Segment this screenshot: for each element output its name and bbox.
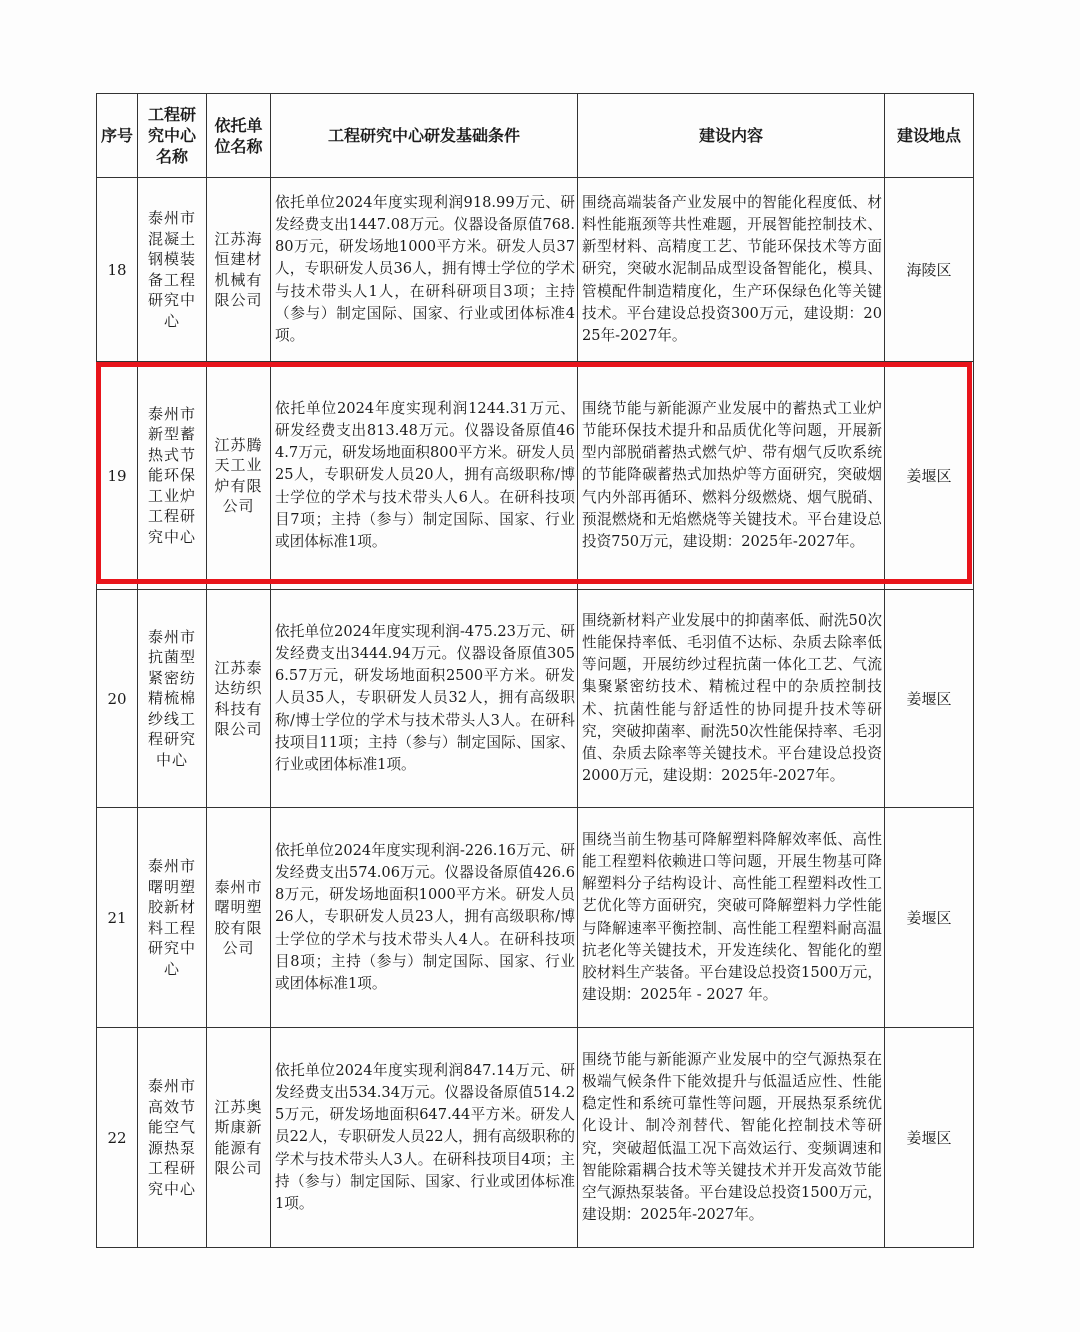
table-row [97,362,974,590]
row-conditions: 依托单位2024年度实现利润-475.23万元、研发经费支出3444.94万元。仪器设备原值3056.57万元，研发场地面积2500平方米。研发人员35人，专职研发人员32人，拥有高级职称/博士学位的学术与技术带头人3人。在研科技项目11项；主持（参与）制定国际、国家、行业或团体标准1项。 [271,590,578,808]
row-center-name: 泰州市抗菌型紧密纺精梳棉纱线工程研究中心 [138,590,207,808]
row-location: 姜堰区 [885,1028,974,1248]
row-content: 围绕当前生物基可降解塑料降解效率低、高性能工程塑料依赖进口等问题，开展生物基可降解塑料分子结构设计、高性能工程塑料改性工艺优化等方面研究，突破可降解塑料力学性能与降解速率平衡控制、高性能工程塑料耐高温抗老化等关键技术，开发连续化、智能化的塑胶材料生产装备。平台建设总投资1500万元，建设期：2025年 - 2027 年。 [578,808,885,1028]
row-center-name: 泰州市新型蓄热式节能环保工业炉工程研究中心 [138,362,207,590]
row-location: 姜堰区 [885,362,974,590]
row-index: 18 [97,178,138,362]
table-row [97,590,974,808]
header-conditions: 工程研究中心研发基础条件 [271,94,578,178]
row-location: 姜堰区 [885,808,974,1028]
row-location: 姜堰区 [885,590,974,808]
row-location: 海陵区 [885,178,974,362]
row-center-name: 泰州市曙明塑胶新材料工程研究中心 [138,808,207,1028]
table-row [97,808,974,1028]
header-content: 建设内容 [578,94,885,178]
header-org: 依托单位名称 [207,94,271,178]
table-row [97,178,974,362]
row-center-name: 泰州市混凝土钢模装备工程研究中心 [138,178,207,362]
table-row [97,1028,974,1248]
row-conditions: 依托单位2024年度实现利润918.99万元、研发经费支出1447.08万元。仪器设备原值768.80万元，研发场地1000平方米。研发人员37人，专职研发人员36人，拥有博士学位的学术与技术带头人1人，在研科研项目3项；主持（参与）制定国际、国家、行业或团体标准4项。 [271,178,578,362]
row-content: 围绕节能与新能源产业发展中的空气源热泵在极端气候条件下能效提升与低温适应性、性能稳定性和系统可靠性等问题，开展热泵系统优化设计、制冷剂替代、智能化控制技术等研究，突破超低温工况下高效运行、变频调速和智能除霜耦合技术等关键技术并开发高效节能空气源热泵装备。平台建设总投资1500万元，建设期：2025年-2027年。 [578,1028,885,1248]
row-center-name: 泰州市高效节能空气源热泵工程研究中心 [138,1028,207,1248]
row-content: 围绕节能与新能源产业发展中的蓄热式工业炉节能环保技术提升和品质优化等问题，开展新型内部脱硝蓄热式燃气炉、带有烟气反吹系统的节能降碳蓄热式加热炉等方面研究，突破烟气内外部再循环、燃料分级燃烧、烟气脱硝、预混燃烧和无焰燃烧等关键技术。平台建设总投资750万元，建设期：2025年-2027年。 [578,362,885,590]
row-org: 江苏奥斯康新能源有限公司 [207,1028,271,1248]
row-org: 江苏腾天工业炉有限公司 [207,362,271,590]
header-center-name: 工程研究中心名称 [138,94,207,178]
row-index: 19 [97,362,138,590]
row-content: 围绕新材料产业发展中的抑菌率低、耐洗50次性能保持率低、毛羽值不达标、杂质去除率低等问题，开展纺纱过程抗菌一体化工艺、气流集聚紧密纺技术、精梳过程中的杂质控制技术、抗菌性能与舒适性的协同提升技术等研究，突破抑菌率、耐洗50次性能保持率、毛羽值、杂质去除率等关键技术。平台建设总投资2000万元，建设期：2025年-2027年。 [578,590,885,808]
row-conditions: 依托单位2024年度实现利润847.14万元、研发经费支出534.34万元。仪器设备原值514.25万元，研发场地面积647.44平方米。研发人员22人，专职研发人员22人，拥有高级职称的学术与技术带头人3人。在研科技项目4项；主持（参与）制定国际、国家、行业或团体标准1项。 [271,1028,578,1248]
header-location: 建设地点 [885,94,974,178]
row-org: 江苏海恒建材机械有限公司 [207,178,271,362]
row-org: 江苏泰达纺织科技有限公司 [207,590,271,808]
row-conditions: 依托单位2024年度实现利润1244.31万元、研发经费支出813.48万元。仪器设备原值464.7万元，研发场地面积800平方米。研发人员25人，专职研发人员20人，拥有高级职称/博士学位的学术与技术带头人6人。在研科技项目7项；主持（参与）制定国际、国家、行业或团体标准1项。 [271,362,578,590]
project-table [96,93,974,1248]
table-header-row [97,94,974,178]
row-content: 围绕高端装备产业发展中的智能化程度低、材料性能瓶颈等共性难题，开展智能控制技术、新型材料、高精度工艺、节能环保技术等方面研究，突破水泥制品成型设备智能化，模具、管模配件制造精度化，生产环保绿色化等关键技术。平台建设总投资300万元，建设期：2025年-2027年。 [578,178,885,362]
row-org: 泰州市曙明塑胶有限公司 [207,808,271,1028]
header-index: 序号 [97,94,138,178]
row-conditions: 依托单位2024年度实现利润-226.16万元、研发经费支出574.06万元。仪器设备原值426.68万元，研发场地面积1000平方米。研发人员26人，专职研发人员23人，拥有高级职称/博士学位的学术与技术带头人4人。在研科技项目8项；主持（参与）制定国际、国家、行业或团体标准1项。 [271,808,578,1028]
row-index: 21 [97,808,138,1028]
row-index: 22 [97,1028,138,1248]
row-index: 20 [97,590,138,808]
